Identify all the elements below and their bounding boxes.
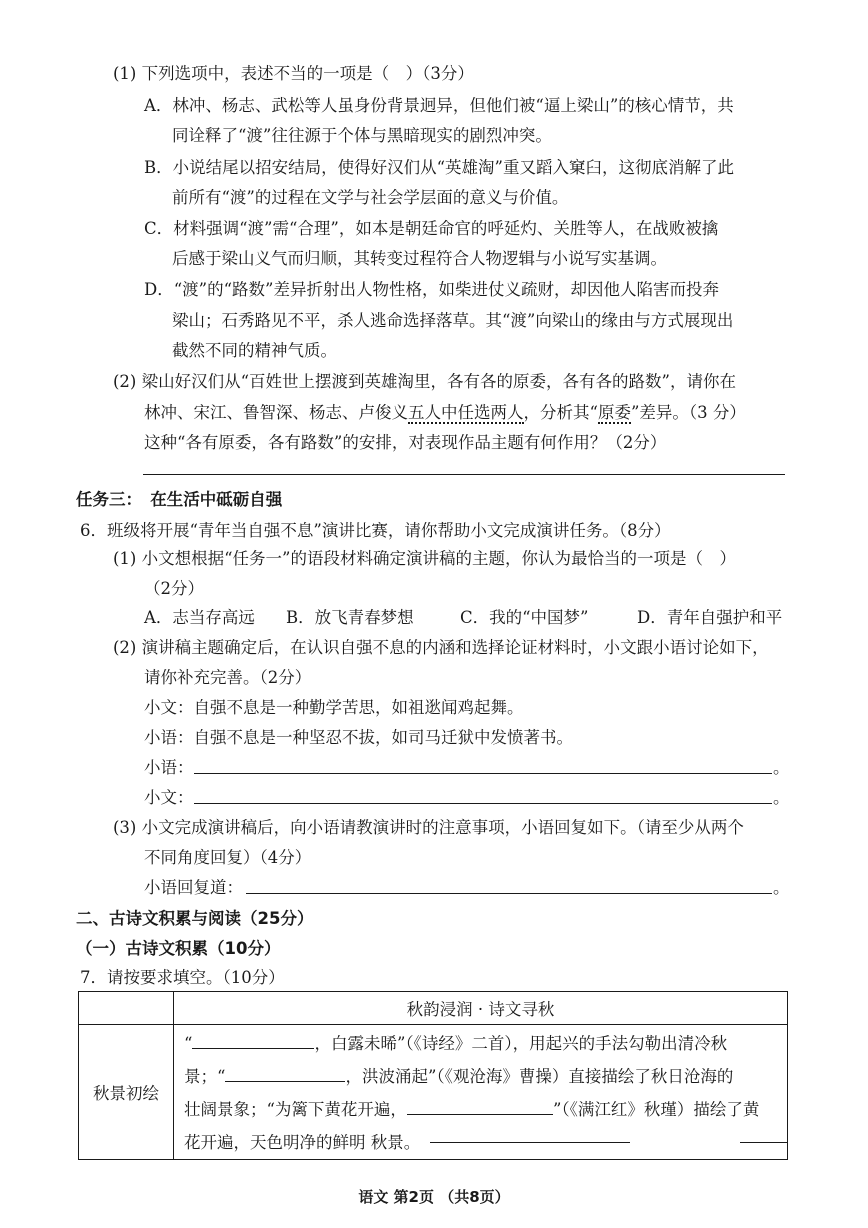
option-d-line1: D．“渡”的“路数”差异折射出人物性格，如柴进仗义疏财，却因他人陷害而投奔 bbox=[144, 280, 719, 299]
answer-line-reply[interactable] bbox=[246, 893, 772, 894]
q7-stem: 7．请按要求填空。（10分） bbox=[80, 968, 285, 987]
fill-text-1: ，白露未晞”（《诗经》二首），用起兴的手法勾勒出清冷秋 bbox=[314, 1034, 728, 1053]
dialog-xiaoyu-1: 小语：自强不息是一种坚忍不拔，如司马迁狱中发愤著书。 bbox=[144, 728, 573, 747]
dialog-xiaowen-2 bbox=[144, 787, 194, 809]
q5-part2-line3: 这种“各有原委，各有路数”的安排，对表现作品主题有何作用？（2分） bbox=[144, 433, 667, 452]
part2-analyze: ，分析其“ bbox=[523, 403, 598, 422]
answer-line-xiaoyu[interactable] bbox=[194, 773, 772, 774]
q5-part2-line1: (2) 梁山好汉们从“百姓世上摆渡到英雄淘里，各有各的原委，各有各的路数”，请你在 bbox=[113, 372, 736, 391]
blank-3[interactable] bbox=[407, 1098, 553, 1115]
period-3: 。 bbox=[773, 878, 790, 897]
option-c-line2: 后感于梁山义气而归顺，其转变过程符合人物逻辑与小说写实基调。 bbox=[172, 249, 667, 268]
q6-part3-line1: (3) 小文完成演讲稿后，向小语请教演讲时的注意事项，小语回复如下。（请至少从两个 bbox=[113, 818, 744, 837]
option-c-line1: C．材料强调“渡”需“合理”，如本是朝廷命官的呼延灼、关胜等人，在战败被擒 bbox=[144, 219, 719, 238]
row-content-cell bbox=[174, 1025, 788, 1160]
part2-score: ”差异。（3 分） bbox=[630, 403, 746, 422]
part2-emphasis-choose: 五人中任选两人 bbox=[408, 403, 524, 422]
q6-part2-line2: 请你补充完善。（2分） bbox=[144, 668, 312, 687]
part2-emphasis-yuanwei: 原委 bbox=[597, 403, 631, 422]
row-label-cell bbox=[79, 1025, 174, 1160]
fill-quote-open: “ bbox=[184, 1034, 193, 1053]
blank-2[interactable] bbox=[225, 1065, 345, 1082]
cut-line-1 bbox=[430, 1142, 630, 1143]
option-b-line2: 前所有“渡”的过程在文学与社会学层面的意义与价值。 bbox=[172, 188, 569, 207]
q6-part1-line2: （2分） bbox=[144, 579, 204, 598]
part2-title: 二、古诗文积累与阅读（25分） bbox=[76, 909, 314, 928]
q6-stem: 6．班级将开展“青年当自强不息”演讲比赛，请你帮助小文完成演讲任务。（8分） bbox=[80, 521, 671, 540]
part2-subsection: （一）古诗文积累（10分） bbox=[76, 939, 281, 958]
q6-option-b: B．放飞青春梦想 bbox=[286, 608, 414, 627]
fill-text-5: ”（《满江红》秋瑾）描绘了黄 bbox=[552, 1100, 760, 1119]
q5-part1-stem: (1) 下列选项中，表述不当的一项是（ ）（3分） bbox=[113, 64, 474, 83]
fill-text-3: ，洪波涌起”（《观沧海》曹操）直接描绘了秋日沧海的 bbox=[345, 1067, 734, 1086]
reply-row bbox=[144, 877, 243, 899]
q6-part2-line1: (2) 演讲稿主题确定后，在认识自强不息的内涵和选择论证材料时，小文跟小语讨论如下， bbox=[113, 638, 769, 657]
table-header-title: 秋韵浸润 · 诗文寻秋 bbox=[406, 1000, 555, 1019]
option-d-line2: 梁山；石秀路见不平，杀人逃命选择落草。其“渡”向梁山的缘由与方式展现出 bbox=[172, 311, 734, 330]
blank-1[interactable] bbox=[192, 1032, 314, 1049]
task3-title: 任务三： 在生活中砥砺自强 bbox=[76, 490, 283, 509]
xiaowen-label: 小文： bbox=[144, 788, 194, 807]
period-1: 。 bbox=[773, 758, 790, 777]
fill-text-4: 壮阔景象；“为篱下黄花开遍， bbox=[184, 1100, 407, 1119]
reply-label: 小语回复道： bbox=[144, 878, 243, 897]
fill-text-6: 花开遍，天色明净的鲜明 秋景。 bbox=[184, 1133, 421, 1152]
part2-names: 林冲、宋江、鲁智深、杨志、卢俊义 bbox=[144, 403, 408, 422]
fill-text-2: 景；“ bbox=[184, 1067, 226, 1086]
poem-table bbox=[78, 991, 788, 1160]
option-a-line2: 同诠释了“渡”往往源于个体与黑暗现实的剧烈冲突。 bbox=[172, 126, 552, 145]
q6-part1-line1: (1) 小文想根据“任务一”的语段材料确定演讲稿的主题，你认为最恰当的一项是（ ） bbox=[113, 549, 736, 568]
section-divider bbox=[143, 474, 785, 475]
dialog-xiaoyu-2 bbox=[144, 757, 194, 779]
q6-option-d: D．青年自强护和平 bbox=[637, 608, 783, 627]
q6-option-c: C．我的“中国梦” bbox=[460, 608, 589, 627]
xiaoyu-label: 小语： bbox=[144, 758, 194, 777]
option-b-line1: B．小说结尾以招安结局，使得好汉们从“英雄淘”重又蹈入窠臼，这彻底消解了此 bbox=[144, 158, 734, 177]
table-header bbox=[174, 992, 788, 1025]
q5-part2-line2 bbox=[144, 402, 746, 424]
dialog-xiaowen-1: 小文：自强不息是一种勤学苦思，如祖逖闻鸡起舞。 bbox=[144, 698, 524, 717]
answer-line-xiaowen[interactable] bbox=[194, 803, 772, 804]
q6-part3-line2: 不同角度回复）（4分） bbox=[144, 848, 312, 867]
page-footer: 语文 第2页 （共8页） bbox=[358, 1188, 510, 1206]
period-2: 。 bbox=[773, 788, 790, 807]
option-d-line3: 截然不同的精神气质。 bbox=[172, 341, 337, 360]
option-a-line1: A．林冲、杨志、武松等人虽身份背景迥异，但他们被“逼上梁山”的核心情节，共 bbox=[144, 96, 734, 115]
row-label: 秋景初绘 bbox=[93, 1084, 159, 1103]
cut-line-2 bbox=[740, 1142, 788, 1143]
q6-option-a: A．志当存高远 bbox=[144, 608, 255, 627]
table-header-empty bbox=[79, 992, 174, 1025]
